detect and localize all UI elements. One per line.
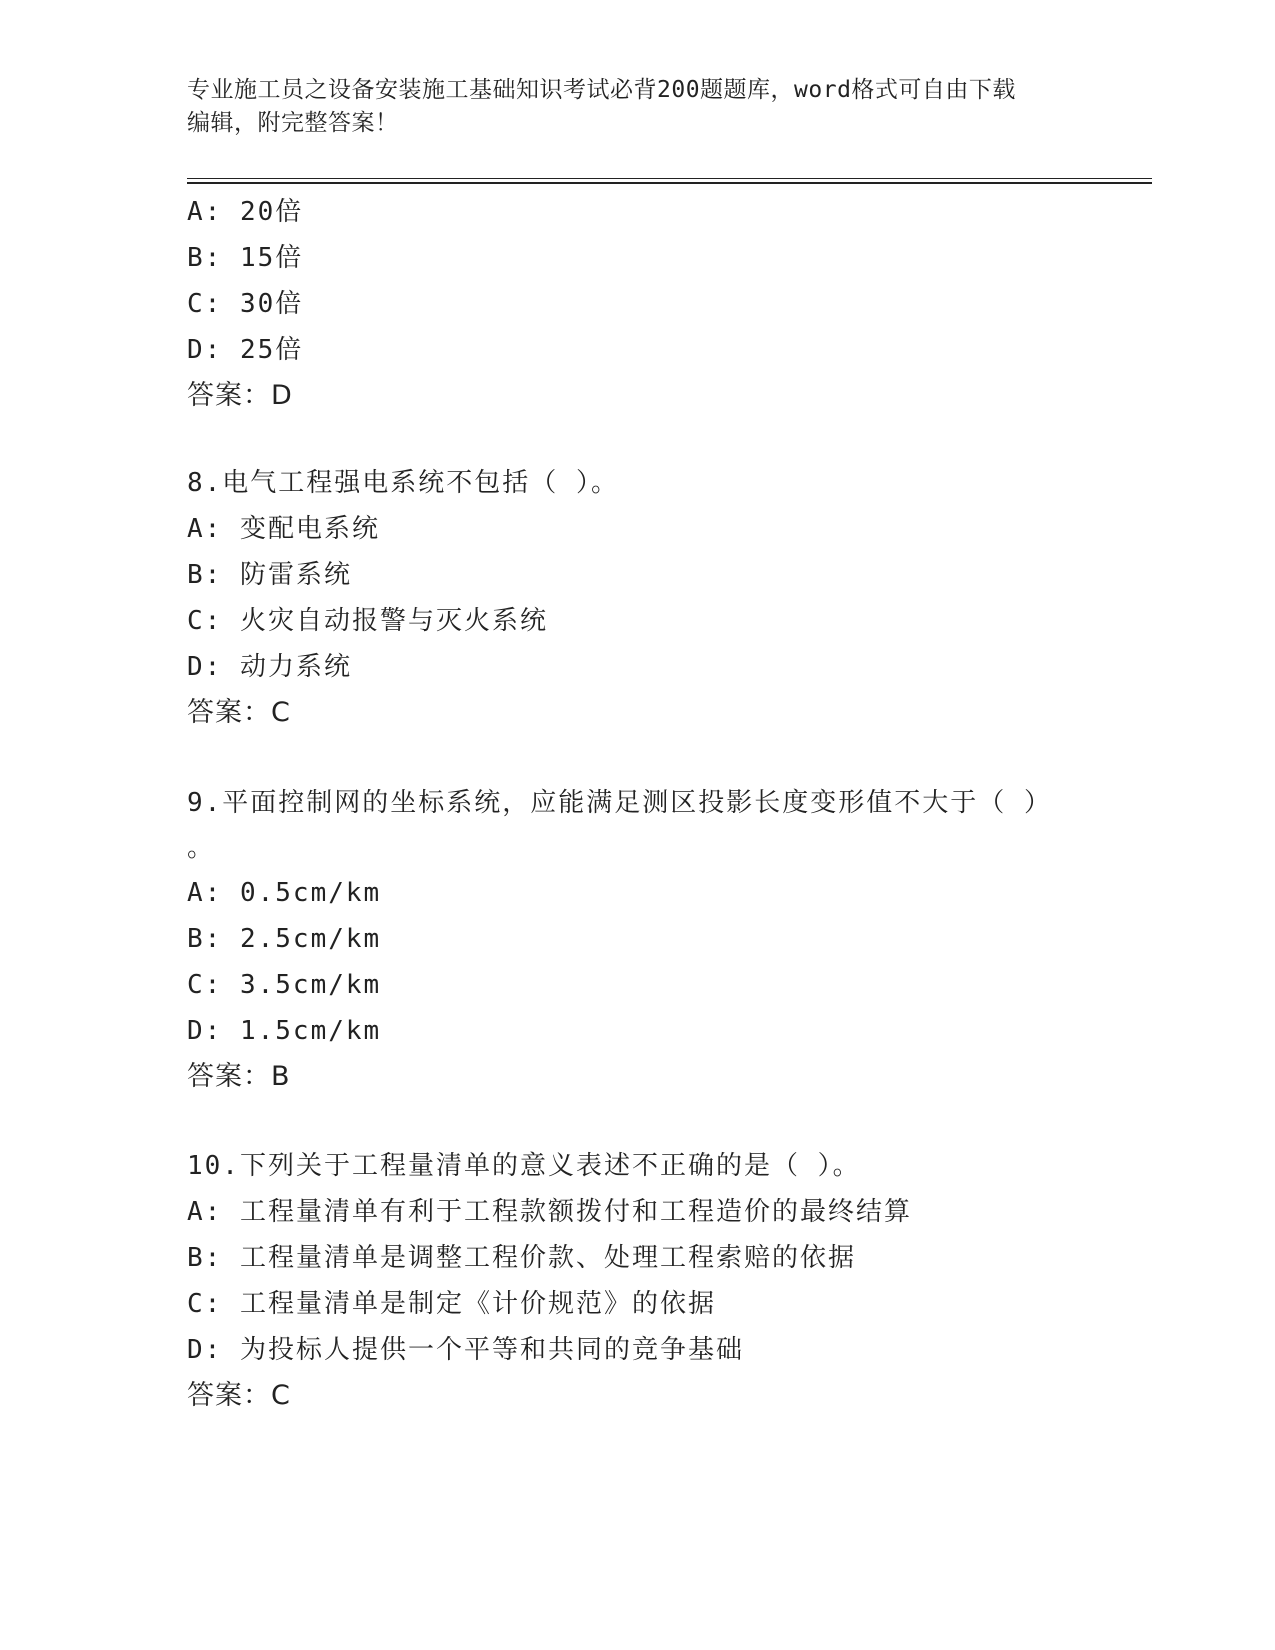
option-d: D: 动力系统 <box>187 652 352 682</box>
question-block-9 <box>187 780 1087 1100</box>
option-c: C: 工程量清单是制定《计价规范》的依据 <box>187 1289 716 1319</box>
option-b: B: 15倍 <box>187 243 304 273</box>
option-a: A: 0.5cm/km <box>187 878 382 908</box>
answer-line: 答案：B <box>187 1061 291 1092</box>
question-block-10 <box>187 1143 1087 1419</box>
question-block-8 <box>187 460 1087 736</box>
option-c: C: 30倍 <box>187 289 304 319</box>
question-block-7 <box>187 189 1087 419</box>
answer-line: 答案：C <box>187 1380 291 1411</box>
option-c: C: 火灾自动报警与灭火系统 <box>187 606 548 636</box>
header-divider-thick <box>187 182 1152 184</box>
option-a: A: 工程量清单有利于工程款额拨付和工程造价的最终结算 <box>187 1197 912 1227</box>
option-d: D: 25倍 <box>187 335 304 365</box>
header-divider-thin <box>187 178 1152 179</box>
header-title-line-1: 专业施工员之设备安装施工基础知识考试必背200题题库，word格式可自由下载 <box>187 77 1016 103</box>
question-stem: 9.平面控制网的坐标系统，应能满足测区投影长度变形值不大于（ ） <box>187 788 1052 818</box>
question-stem: 10.下列关于工程量清单的意义表述不正确的是（ ）。 <box>187 1151 861 1181</box>
option-b: B: 2.5cm/km <box>187 924 382 954</box>
option-a: A: 20倍 <box>187 197 304 227</box>
question-stem-continuation: 。 <box>187 833 216 863</box>
option-d: D: 为投标人提供一个平等和共同的竞争基础 <box>187 1335 744 1365</box>
document-header <box>187 74 1067 140</box>
option-d: D: 1.5cm/km <box>187 1016 382 1046</box>
header-title-line-2: 编辑，附完整答案！ <box>187 110 399 136</box>
option-c: C: 3.5cm/km <box>187 970 382 1000</box>
option-a: A: 变配电系统 <box>187 514 380 544</box>
answer-line: 答案：C <box>187 697 291 728</box>
question-stem: 8.电气工程强电系统不包括（ ）。 <box>187 468 619 498</box>
option-b: B: 防雷系统 <box>187 560 352 590</box>
answer-line: 答案：D <box>187 380 293 411</box>
option-b: B: 工程量清单是调整工程价款、处理工程索赔的依据 <box>187 1243 856 1273</box>
